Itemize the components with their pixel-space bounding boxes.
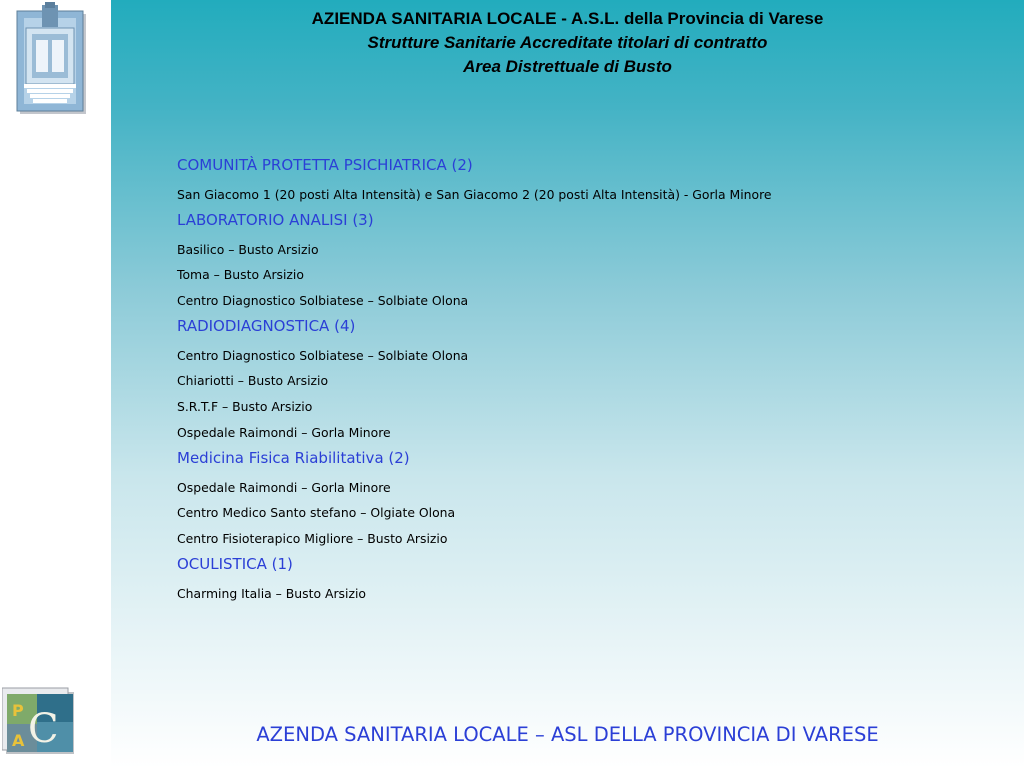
logo-letter-a: A — [12, 731, 25, 750]
logo-letter-p: P — [12, 701, 24, 720]
slide-header — [111, 7, 1024, 79]
header-subtitle: Strutture Sanitarie Accreditate titolari di contratto — [367, 33, 768, 52]
slide-footer: AZENDA SANITARIA LOCALE – ASL DELLA PROVINCIA DI VARESE — [256, 723, 879, 746]
section-title-medicina-fisica: Medicina Fisica Riabilitativa (2) — [177, 448, 410, 467]
header-title: AZIENDA SANITARIA LOCALE - A.S.L. della Provincia di Varese — [311, 9, 824, 28]
section-title-laboratorio: LABORATORIO ANALISI (3) — [177, 210, 374, 229]
list-item: Centro Fisioterapico Migliore – Busto Arsizio — [177, 530, 448, 546]
header-area: Area Distrettuale di Busto — [463, 57, 672, 76]
list-item: Ospedale Raimondi – Gorla Minore — [177, 424, 391, 440]
building-logo-icon — [14, 2, 90, 118]
section-title-psichiatrica: COMUNITÀ PROTETTA PSICHIATRICA (2) — [177, 156, 473, 174]
list-item: Toma – Busto Arsizio — [177, 267, 304, 283]
list-item: Chiariotti – Busto Arsizio — [177, 373, 329, 389]
list-item: Centro Medico Santo stefano – Olgiate Olona — [177, 505, 456, 521]
facilities-list — [177, 153, 977, 606]
list-item: San Giacomo 1 (20 posti Alta Intensità) e San Giacomo 2 (20 posti Alta Intensità) - Gorla Minore — [177, 187, 772, 202]
logo-letter-c: C — [28, 706, 59, 752]
section-title-radiodiagnostica: RADIODIAGNOSTICA (4) — [177, 316, 356, 335]
list-item: Basilico – Busto Arsizio — [177, 241, 319, 257]
list-item: Centro Diagnostico Solbiatese – Solbiate Olona — [177, 347, 469, 363]
list-item: Centro Diagnostico Solbiatese – Solbiate Olona — [177, 293, 469, 309]
pac-logo-icon — [2, 686, 76, 756]
list-item: Charming Italia – Busto Arsizio — [177, 585, 366, 601]
list-item: Ospedale Raimondi – Gorla Minore — [177, 479, 391, 495]
list-item: S.R.T.F – Busto Arsizio — [177, 399, 313, 415]
section-title-oculistica: OCULISTICA (1) — [177, 554, 293, 573]
